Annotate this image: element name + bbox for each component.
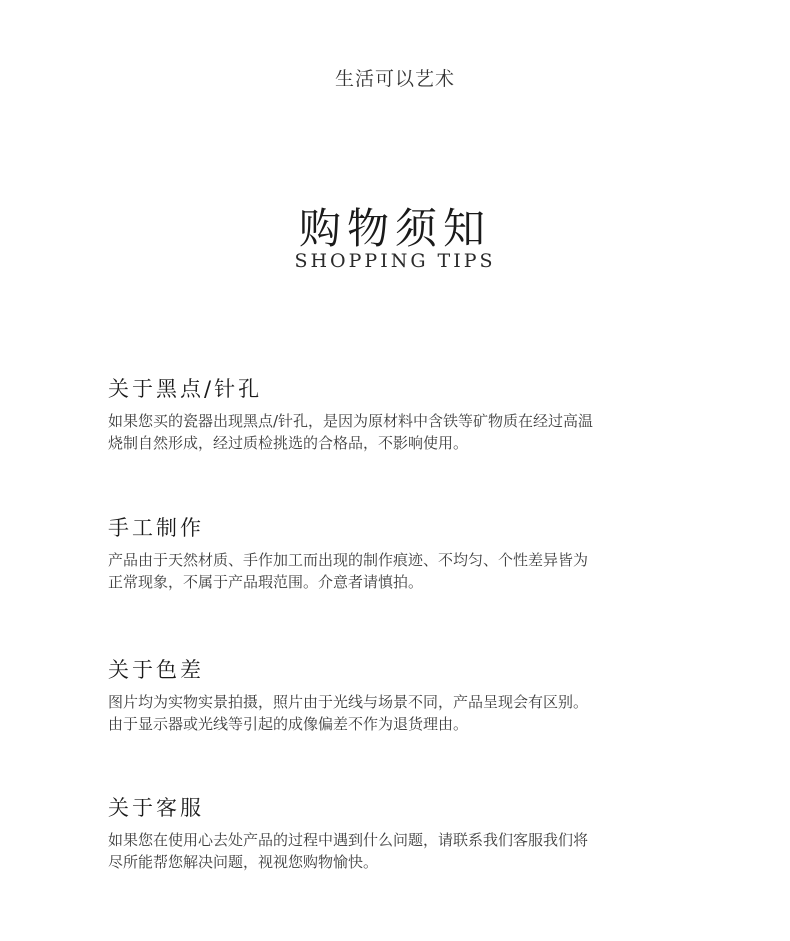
section-black-spots — [108, 374, 688, 454]
section-body-line: 尽所能帮您解决问题，视视您购物愉快。 — [108, 853, 379, 871]
section-color-difference — [108, 655, 688, 735]
section-handmade — [108, 513, 688, 593]
section-body-line: 由于显示器或光线等引起的成像偏差不作为退货理由。 — [108, 715, 469, 733]
tagline: 生活可以艺术 — [334, 68, 455, 90]
page-subtitle: SHOPPING TIPS — [294, 250, 496, 272]
section-body — [108, 549, 688, 593]
section-body — [108, 691, 688, 735]
section-body-line: 图片均为实物实景拍摄，照片由于光线与场景不同，产品呈现会有区别。 — [108, 693, 589, 711]
section-body-line: 正常现象，不属于产品瑕范围。介意者请慎拍。 — [108, 573, 424, 591]
section-body-line: 产品由于天然材质、手作加工而出现的制作痕迹、不均匀、个性差异皆为 — [108, 551, 589, 569]
section-heading: 手工制作 — [108, 516, 204, 540]
section-body-line: 如果您在使用心去处产品的过程中遇到什么问题，请联系我们客服我们将 — [108, 831, 589, 849]
section-body — [108, 410, 688, 454]
section-heading: 关于色差 — [108, 658, 204, 682]
section-body-line: 如果您买的瓷器出现黑点/针孔，是因为原材料中含铁等矿物质在经过高温 — [108, 412, 594, 430]
section-heading: 关于黑点/针孔 — [108, 377, 263, 401]
section-body-line: 烧制自然形成，经过质检挑选的合格品，不影响使用。 — [108, 434, 469, 452]
section-customer-service — [108, 793, 688, 873]
page-title: 购物须知 — [298, 204, 491, 253]
section-body — [108, 829, 688, 873]
section-heading: 关于客服 — [108, 796, 204, 820]
